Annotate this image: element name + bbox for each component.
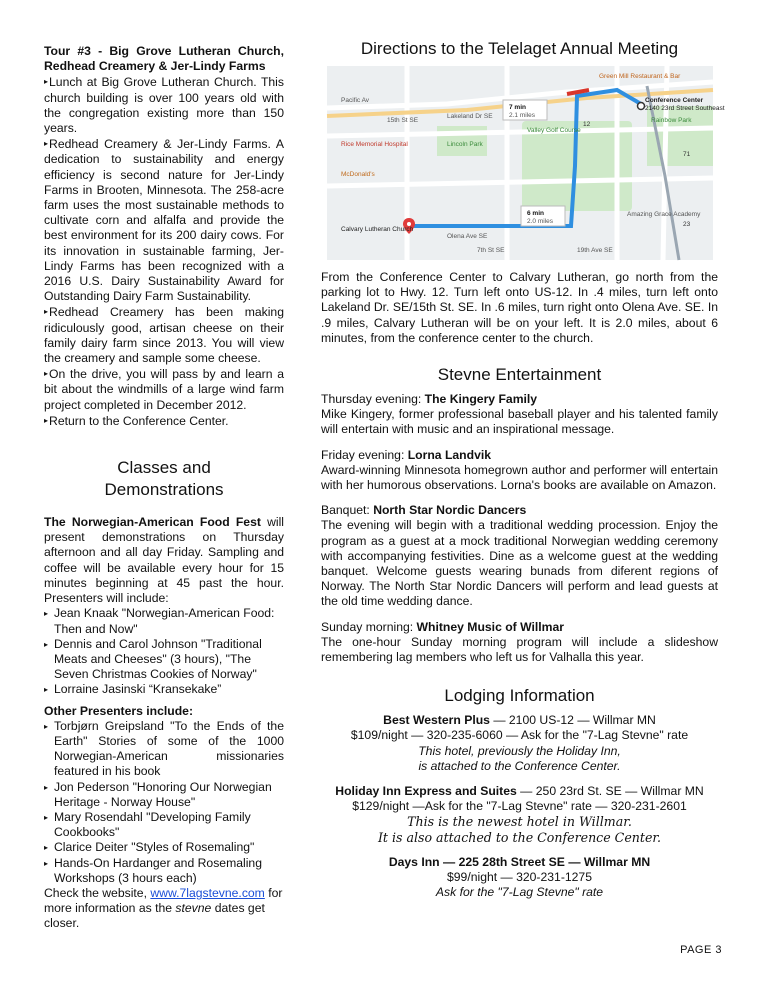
map-label-calvary: Calvary Lutheran Church — [341, 226, 414, 233]
list-item: ▸ Jean Knaak "Norwegian-American Food: Then and Now" — [44, 606, 275, 636]
list-item: ▸ Jon Pederson "Honoring Our Norwegian Heritage - Norway House" — [44, 779, 272, 809]
hotel-entry: Days Inn — 225 28th Street SE — Willmar MN $99/night — 320-231-1275 Ask for the "7-Lag Stevne" rate — [388, 854, 651, 900]
entertainment-entry: Banquet: North Star Nordic Dancers The evening will begin with a traditional wedding procession. Enjoy the program as a guest at a mock traditional Norwegian wedding ceremony with accompanying festivities. Dine as a welcome guest at the wedding banquet. Welcome guests wearing bunads from diferent regions of Norway. The North Star Nordic Dancers will perform and lead guests at the old time wedding dance. — [321, 503, 718, 609]
map-highway-shield: 12 — [583, 121, 591, 128]
entertainment-entry: Thursday evening: The Kingery Family Mike Kingery, former professional baseball player and his talented family will entertain with music and an inspirational message. — [321, 392, 718, 437]
other-presenters-heading: Other Presenters include: — [44, 703, 194, 718]
map-label-conference-address: 2140 23rd Street Southeast — [645, 105, 725, 112]
origin-dot — [638, 103, 645, 110]
map-label-green-mill: Green Mill Restaurant & Bar — [599, 73, 681, 80]
directions-heading: Directions to the Telelaget Annual Meeting — [360, 39, 679, 58]
arrow-bullet-icon: ▸ — [44, 369, 49, 379]
list-item: ▸ Torbjørn Greipsland "To the Ends of the Earth" Stories of some of the 1000 Norwegian-American missionaries featured in his book — [44, 718, 284, 779]
tour3-title: Tour #3 - Big Grove Lutheran Church, Redhead Creamery & Jer-Lindy Farms — [44, 44, 284, 74]
arrow-bullet-icon: ▸ — [44, 721, 49, 731]
tour3-bullet-1: ▸Lunch at Big Grove Lutheran Church. This church building is over 100 years old with the congregation existing more than 150 years. — [44, 75, 284, 136]
classes-heading: Classes and Demonstrations — [104, 458, 224, 500]
route1-time: 7 min — [509, 104, 526, 111]
list-item: ▸ Clarice Deiter "Styles of Rosemaling" — [44, 840, 255, 855]
arrow-bullet-icon: ▸ — [44, 858, 49, 868]
map-label-pacific: Pacific Av — [341, 97, 370, 104]
list-item: ▸ Hands-On Hardanger and Rosemaling Workshops (3 hours each) — [44, 855, 262, 885]
arrow-bullet-icon: ▸ — [44, 77, 49, 87]
map-label-19th: 19th Ave SE — [577, 247, 613, 254]
entertainment-entry: Friday evening: Lorna Landvik Award-winning Minnesota homegrown author and performer will entertain with her humorous observations. Lorna's books are available on Amazon. — [321, 447, 718, 493]
map-highway-shield: 23 — [683, 221, 691, 228]
map-label-valley-golf: Valley Golf Course — [527, 127, 581, 134]
tour3-bullet-5: ▸Return to the Conference Center. — [44, 413, 229, 428]
list-item: ▸ Dennis and Carol Johnson "Traditional Meats and Cheeses" (3 hours), "The Seven Christmas Cookies of Norway" — [44, 636, 262, 682]
arrow-bullet-icon: ▸ — [44, 812, 49, 822]
arrow-bullet-icon: ▸ — [44, 782, 49, 792]
list-item: ▸ Lorraine Jasinski “Kransekake” — [44, 682, 222, 697]
left-column — [44, 44, 284, 932]
route2-time: 6 min — [527, 210, 544, 217]
map-label-olena: Olena Ave SE — [447, 233, 488, 240]
map-label-conference-center: Conference Center — [645, 97, 704, 104]
map-label-rainbow-park: Rainbow Park — [651, 117, 692, 124]
arrow-bullet-icon: ▸ — [44, 307, 49, 317]
arrow-bullet-icon: ▸ — [44, 415, 49, 425]
entertainment-entry: Sunday morning: Whitney Music of Willmar The one-hour Sunday morning program will include a slideshow remembering lag members who left us for Valhalla this year. — [321, 619, 718, 665]
hotel-entry: Best Western Plus — 2100 US-12 — Willmar MN $109/night — 320-235-6060 — Ask for the "7-Lag Stevne" rate This hotel, previously the Holiday Inn, is attached to the Conference Center. — [350, 713, 689, 773]
tour3-bullet-4: ▸On the drive, you will pass by and learn a bit about the windmills of a large wind farm project completed in December 2012. — [44, 367, 284, 412]
tour3-bullet-3: ▸Redhead Creamery has been making ridiculously good, artisan cheese on their family dairy farm since 2013. You will view the creamery and sample some cheese. — [44, 305, 284, 366]
map-label-7th: 7th St SE — [477, 247, 505, 254]
other-presenters-list — [44, 719, 284, 886]
presenters-list — [44, 606, 284, 697]
website-link[interactable]: www.7lagstevne.com — [150, 885, 265, 900]
right-column — [321, 38, 725, 901]
entertainment-heading: Stevne Entertainment — [437, 365, 602, 385]
lodging-heading: Lodging Information — [444, 686, 595, 706]
route2-distance: 2.0 miles — [527, 218, 554, 225]
map-label-lincoln-park: Lincoln Park — [447, 141, 483, 148]
list-item: ▸ Mary Rosendahl "Developing Family Cookbooks" — [44, 809, 251, 840]
arrow-bullet-icon: ▸ — [44, 609, 49, 619]
page-number: PAGE 3 — [680, 944, 722, 956]
tour3-bullet-2: ▸Redhead Creamery & Jer-Lindy Farms. A dedication to sustainability and energy efficiency is second nature for Jer-Lindy Farms in Brooten, Minnesota. The 258-acre farm uses the most sustainable methods to cultivate corn and alfalfa and provide the best environment for its 200 dairy cows. For its innovation in sustainable farming, Jer-Lindy Farms has been recognized with a 2016 U.S. Dairy Sustainability Award for Outstanding Dairy Farm Sustainability. — [44, 137, 284, 304]
classes-intro: The Norwegian-American Food Fest will present demonstrations on Thursday afternoon and all day Friday. Sampling and coffee will be available every hour for 15 minutes beginning at 45 past the hour. Presenters will include: — [44, 515, 284, 606]
map-label-lakeland: Lakeland Dr SE — [447, 113, 493, 120]
directions-text: From the Conference Center to Calvary Lutheran, go north from the parking lot to Hwy. 12. Turn left onto US-12. In .4 miles, turn left onto Lakeland Dr. SE/15th St. SE. In .6 miles, turn right onto Olena Ave. SE. In .9 miles, Calvary Lutheran will be on your left. It is 2.0 miles, about 6 minutes, from the conference center to the church. — [321, 270, 718, 345]
map-label-rice-memorial: Rice Memorial Hospital — [341, 141, 408, 148]
route1-distance: 2.1 miles — [509, 112, 536, 119]
map-graphic — [327, 66, 725, 260]
hotel-entry: Holiday Inn Express and Suites — 250 23rd St. SE — Willmar MN $129/night —Ask for the "7-Lag Stevne" rate — 320-231-2601 This is the newest hotel in Willmar. It is also attached to the Conference Center. — [335, 784, 704, 845]
arrow-bullet-icon: ▸ — [44, 639, 49, 649]
website-note: Check the website, www.7lagstevne.com for more information as the stevne dates get closer. — [44, 885, 283, 931]
arrow-bullet-icon: ▸ — [44, 685, 49, 695]
route-map — [327, 66, 725, 260]
arrow-bullet-icon: ▸ — [44, 139, 49, 149]
map-label-mcdonalds: McDonald's — [341, 171, 375, 178]
arrow-bullet-icon: ▸ — [44, 843, 49, 853]
map-highway-shield: 71 — [683, 151, 691, 158]
map-label-15th: 15th St SE — [387, 117, 419, 124]
map-label-amazing-grace: Amazing Grace Academy — [627, 211, 701, 218]
